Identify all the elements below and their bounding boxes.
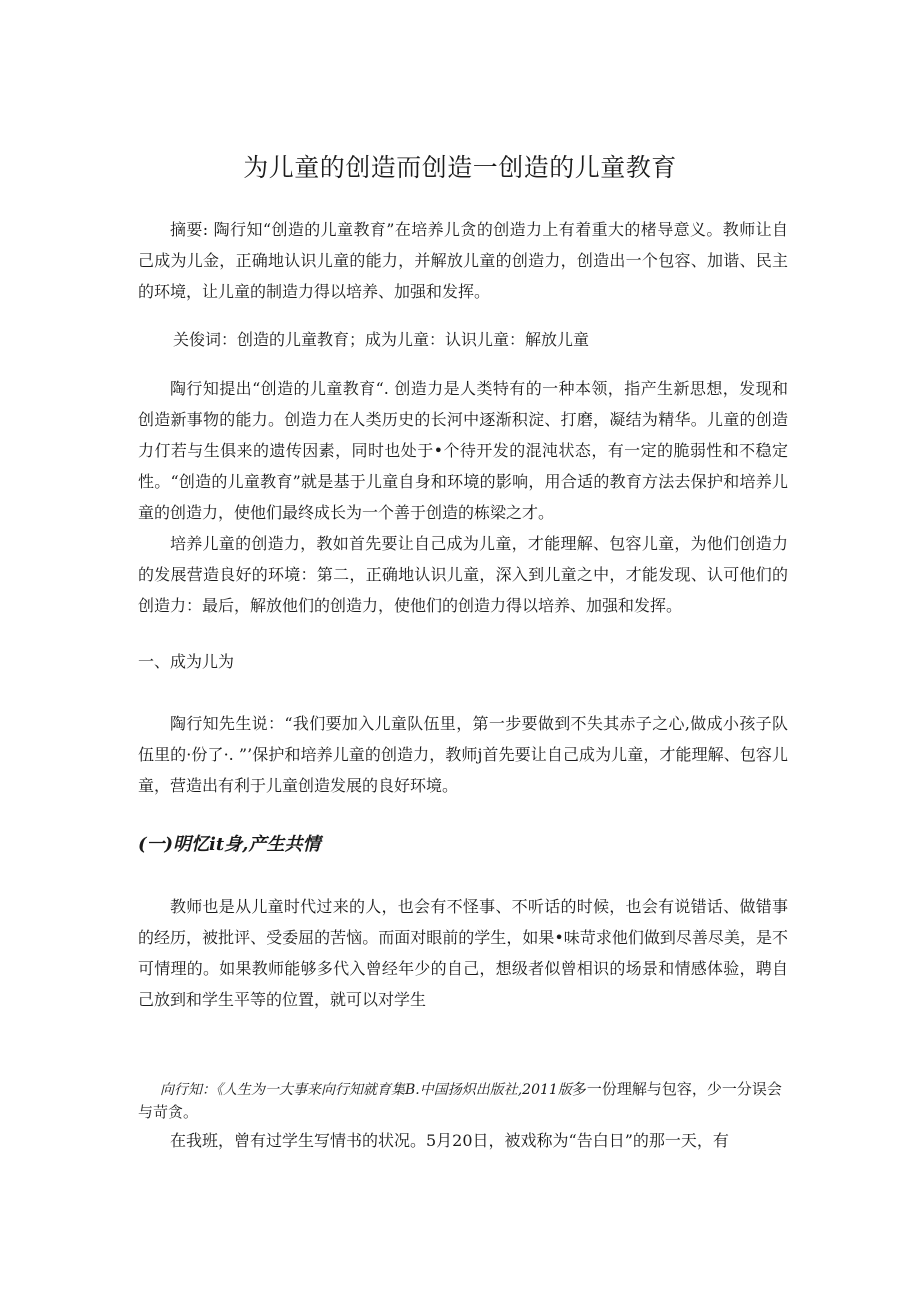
intro-paragraph-1: 陶行知提出“创造的儿童教育“. 创造力是人类特有的一种本领，指产生新思想，发现和创造新事物的能力。创造力在人类历史的长河中逐渐积淀、打磨，凝结为精华。儿童的创造力仃若与生俱来的遗传因素，同时也处于•个待开发的混沌状态，有一定的脆弱性和不稳定性。“创造的儿童教育”就是基于儿童自身和环境的影响，用合适的教育方法去保护和培养儿童的创造力，使他们最终成长为一个善于创造的栋梁之才。	[138, 379, 788, 522]
footnote-block	[138, 1078, 788, 1123]
quote-paragraph: 陶行知先生说：“我们要加入儿童队伍里，第一步要做到不失其赤子之心,做成小孩子队伍里的·份了·. ”’保护和培养儿童的创造力，教师j首先要让自己成为儿童，才能理解、包容儿童，营造出有利于儿童创造发展的良好环境。	[138, 714, 788, 795]
keywords-line: 关俊词：创造的儿童教育；成为儿童：认识儿童：解放儿童	[173, 330, 590, 349]
subsection-heading: (一)明忆it身,产生共情	[138, 834, 321, 855]
section-heading-1: 一、成为儿为	[138, 652, 235, 671]
abstract-paragraph: 摘要: 陶行知“创造的儿童教育”在培养儿贪的创造力上有着重大的楮导意义。教师让自己成为儿金，正确地认识儿童的能力，并解放儿童的创造力，创造出一个包容、加谐、民主的环境，让儿童的制造力得以培养、加强和发挥。	[138, 220, 788, 301]
document-title: 为儿童的创造而创造一创造的儿童教育	[243, 153, 677, 182]
footnote-reference: 向行知：《人生为一大事来向行知就育集B.中国扬炽出版社,2011版	[160, 1082, 572, 1098]
teacher-paragraph: 教师也是从儿童时代过来的人，也会有不怪事、不听话的时候，也会有说错话、做错事的经历，被批评、受委屈的苦恼。而面对眼前的学生，如果•味苛求他们做到尽善尽美，是不可情理的。如果教师能够多代入曾经年少的自己，想级者似曾相识的场景和情感体验，聘自己放到和学生平等的位置，就可以对学生	[138, 897, 788, 1009]
last-paragraph: 在我班，曾有过学生写情书的状况。5月20日，被戏称为“告白日”的那一天，有	[170, 1131, 729, 1150]
intro-paragraph-2: 培养儿童的创造力，教如首先要让自己成为儿童，才能理解、包容儿童，为他们创造力的发展营造良好的环境：第二，正确地认识儿童，深入到儿童之中，才能发现、认可他们的创造力：最后，解放他们的创造力，使他们的创造力得以培养、加强和发挥。	[138, 534, 788, 615]
footnote-continuation: 多一份理解与包容，少一分误会与苛贪。	[138, 1080, 782, 1121]
